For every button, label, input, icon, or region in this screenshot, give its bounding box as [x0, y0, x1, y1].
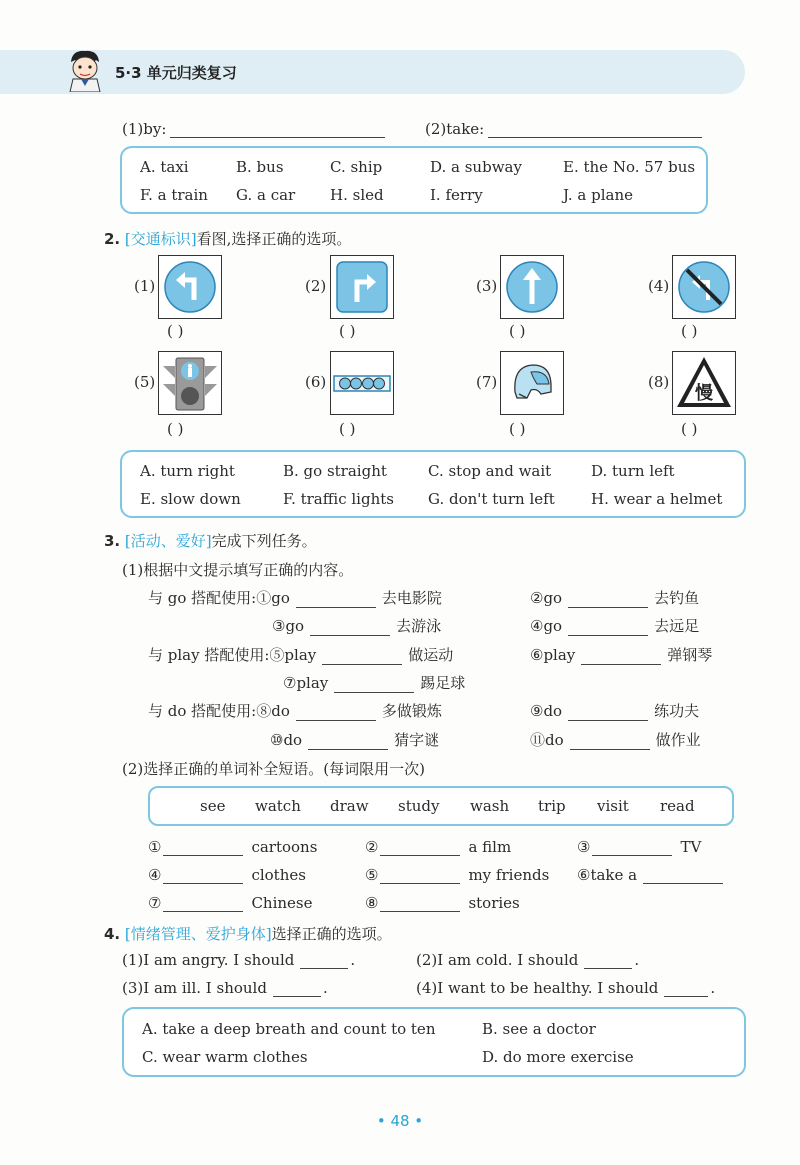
- sign-8: [672, 351, 736, 415]
- turn-right-sign-icon: [331, 256, 393, 318]
- answer-line[interactable]: [170, 137, 385, 138]
- answer-line[interactable]: [488, 137, 702, 138]
- sign-label: (5): [134, 373, 156, 391]
- sign-label: (2): [305, 277, 327, 295]
- word-bank-item: study: [398, 797, 440, 815]
- go-row-1: 与 go 搭配使用:①go 去电影院: [148, 589, 442, 607]
- answer-line[interactable]: [568, 635, 648, 636]
- option: C. wear warm clothes: [142, 1048, 308, 1066]
- q4-options-box: [122, 1007, 746, 1077]
- sign-4: [672, 255, 736, 319]
- answer-parentheses[interactable]: ( ): [167, 322, 184, 340]
- option: A. taxi: [140, 158, 189, 176]
- go-row-2b: ④go 去远足: [530, 617, 700, 635]
- option: C. stop and wait: [428, 462, 552, 480]
- word-bank-box: [148, 786, 734, 826]
- do-row-2b: ⑪do 做作业: [530, 731, 701, 749]
- q4-item-4: (4)I want to be healthy. I should .: [416, 979, 716, 997]
- sign-label: (3): [476, 277, 498, 295]
- option: D. a subway: [430, 158, 522, 176]
- answer-parentheses[interactable]: ( ): [681, 420, 698, 438]
- option: A. take a deep breath and count to ten: [142, 1020, 436, 1038]
- header-band: [0, 50, 745, 94]
- play-row-2: ⑦play 踢足球: [283, 674, 466, 692]
- option: F. traffic lights: [283, 490, 394, 508]
- option: H. wear a helmet: [591, 490, 723, 508]
- word-bank-item: wash: [470, 797, 510, 815]
- option: D. do more exercise: [482, 1048, 634, 1066]
- answer-line[interactable]: [592, 855, 672, 856]
- answer-line[interactable]: [380, 855, 460, 856]
- phrase-5: ⑤ my friends: [365, 866, 550, 884]
- play-row-1b: ⑥play 弹钢琴: [530, 646, 713, 664]
- phrase-1: ① cartoons: [148, 838, 318, 856]
- option: B. bus: [236, 158, 284, 176]
- answer-line[interactable]: [380, 911, 460, 912]
- q1-by-prompt: (1)by:: [122, 120, 385, 138]
- option: I. ferry: [430, 186, 483, 204]
- slow-sign-text: 慢: [695, 383, 713, 404]
- q3-part2-instruction: (2)选择正确的单词补全短语。(每词限用一次): [122, 760, 425, 778]
- sign-label: (6): [305, 373, 327, 391]
- slow-warning-sign-icon: [673, 352, 735, 414]
- phrase-7: ⑦ Chinese: [148, 894, 313, 912]
- answer-parentheses[interactable]: ( ): [167, 420, 184, 438]
- do-row-1: 与 do 搭配使用:⑧do 多做锻炼: [148, 702, 442, 720]
- answer-parentheses[interactable]: ( ): [339, 322, 356, 340]
- answer-parentheses[interactable]: ( ): [339, 420, 356, 438]
- sign-3: [500, 255, 564, 319]
- answer-line[interactable]: [570, 749, 650, 750]
- word-bank-item: watch: [255, 797, 301, 815]
- answer-line[interactable]: [581, 664, 661, 665]
- q4-item-3: (3)I am ill. I should .: [122, 979, 328, 997]
- page-number: • 48 •: [376, 1112, 424, 1130]
- option: D. turn left: [591, 462, 675, 480]
- traffic-lights-icon: [331, 352, 393, 414]
- sign-5: [158, 351, 222, 415]
- sign-1: [158, 255, 222, 319]
- answer-line[interactable]: [300, 968, 348, 969]
- answer-line[interactable]: [380, 883, 460, 884]
- answer-line[interactable]: [664, 996, 708, 997]
- pedestrian-traffic-light-icon: [159, 352, 221, 414]
- q3-part1-instruction: (1)根据中文提示填写正确的内容。: [122, 561, 354, 579]
- q1-take-prompt: (2)take:: [425, 120, 702, 138]
- answer-line[interactable]: [163, 883, 243, 884]
- phrase-6: ⑥take a: [577, 866, 723, 884]
- answer-line[interactable]: [163, 855, 243, 856]
- sign-6: [330, 351, 394, 415]
- option: B. see a doctor: [482, 1020, 596, 1038]
- sign-label: (7): [476, 373, 498, 391]
- helmet-icon: [501, 352, 563, 414]
- option: A. turn right: [140, 462, 235, 480]
- word-bank-item: draw: [330, 797, 369, 815]
- q4-item-1: (1)I am angry. I should .: [122, 951, 356, 969]
- word-bank-item: trip: [538, 797, 566, 815]
- sign-label: (1): [134, 277, 156, 295]
- phrase-2: ② a film: [365, 838, 512, 856]
- option: B. go straight: [283, 462, 387, 480]
- do-row-2: ⑩do 猜字谜: [270, 731, 440, 749]
- phrase-3: ③ TV: [577, 838, 702, 856]
- option: H. sled: [330, 186, 384, 204]
- answer-line[interactable]: [296, 607, 376, 608]
- turn-left-sign-icon: [159, 256, 221, 318]
- go-row-1b: ②go 去钓鱼: [530, 589, 700, 607]
- do-row-1b: ⑨do 练功夫: [530, 702, 700, 720]
- q2-heading: 2. [交通标识]看图,选择正确的选项。: [104, 230, 352, 248]
- answer-line[interactable]: [643, 883, 723, 884]
- option: F. a train: [140, 186, 208, 204]
- answer-parentheses[interactable]: ( ): [509, 420, 526, 438]
- answer-line[interactable]: [568, 607, 648, 608]
- sign-label: (8): [648, 373, 670, 391]
- option: C. ship: [330, 158, 383, 176]
- word-bank-item: see: [200, 797, 226, 815]
- go-row-2: ③go 去游泳: [272, 617, 442, 635]
- answer-line[interactable]: [568, 720, 648, 721]
- option: E. slow down: [140, 490, 241, 508]
- answer-parentheses[interactable]: ( ): [681, 322, 698, 340]
- q4-heading: 4. [情绪管理、爱护身体]选择正确的选项。: [104, 925, 392, 943]
- answer-line[interactable]: [310, 635, 390, 636]
- page-header-title: 5·3 单元归类复习: [115, 64, 237, 82]
- sign-label: (4): [648, 277, 670, 295]
- q4-item-2: (2)I am cold. I should .: [416, 951, 640, 969]
- option: G. don't turn left: [428, 490, 555, 508]
- option: G. a car: [236, 186, 296, 204]
- sign-2: [330, 255, 394, 319]
- no-left-turn-sign-icon: [673, 256, 735, 318]
- option: E. the No. 57 bus: [563, 158, 696, 176]
- q3-heading: 3. [活动、爱好]完成下列任务。: [104, 532, 317, 550]
- sign-7: [500, 351, 564, 415]
- answer-line[interactable]: [584, 968, 632, 969]
- answer-line[interactable]: [308, 749, 388, 750]
- answer-line[interactable]: [273, 996, 321, 997]
- word-bank-item: visit: [597, 797, 629, 815]
- option: J. a plane: [563, 186, 633, 204]
- answer-line[interactable]: [322, 664, 402, 665]
- go-straight-sign-icon: [501, 256, 563, 318]
- answer-line[interactable]: [334, 692, 414, 693]
- answer-line[interactable]: [163, 911, 243, 912]
- answer-parentheses[interactable]: ( ): [509, 322, 526, 340]
- play-row-1: 与 play 搭配使用:⑤play 做运动: [148, 646, 454, 664]
- answer-line[interactable]: [296, 720, 376, 721]
- phrase-8: ⑧ stories: [365, 894, 520, 912]
- word-bank-item: read: [660, 797, 695, 815]
- phrase-4: ④ clothes: [148, 866, 306, 884]
- boy-mascot-icon: [66, 48, 104, 92]
